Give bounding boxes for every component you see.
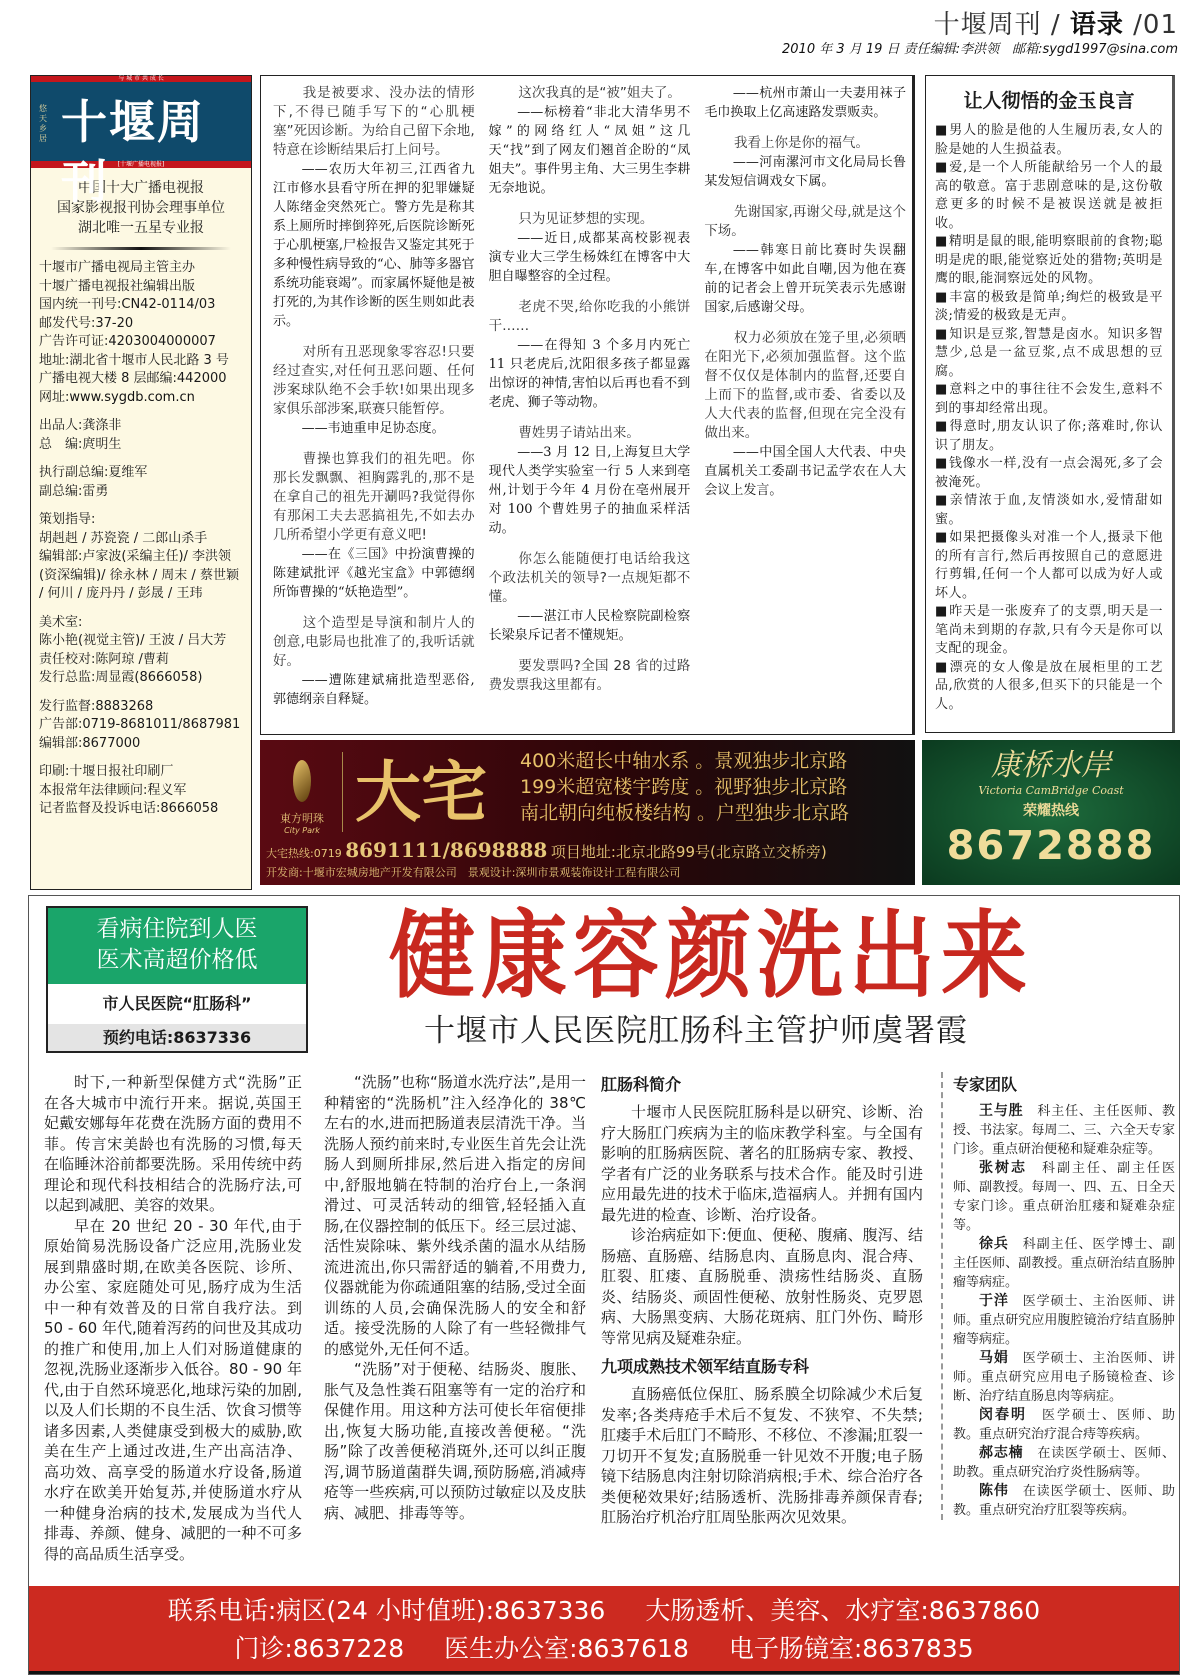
expert-desc: 医学硕士、医师、助教。重点研究治疗混合痔等疾病。 [953, 1408, 1175, 1442]
info-line: 邮发代号:37-20 [39, 315, 134, 331]
quote-source: ——韩寒日前比赛时失误翻车,在博客中如此自嘲,因为他在赛前的记者会上曾开玩笑表示先感谢国家,后感谢父母。 [704, 243, 906, 315]
contact-item: 门诊:8637228 [234, 1634, 405, 1663]
maxim-item: ■ 亲情浓于血,友情淡如水,爱情甜如蜜。 [935, 492, 1163, 529]
quote-text: 你怎么能随便打电话给我这个政法机关的领导?一点规矩都不懂。 [488, 551, 691, 605]
quote-text: 我看上你是你的福气。 [734, 135, 869, 151]
feature-byline: 十堰市人民医院肛肠科主管护师虞署霞 [424, 1013, 968, 1049]
masthead-name: 十堰周刊 [61, 95, 205, 209]
hospital-promo-box [46, 906, 308, 1053]
masthead-side-seal: 悠天乡居 [39, 104, 47, 143]
expert-desc: 医学硕士、主治医师、讲师。重点研究应用腹腔镜治疗结直肠肿瘤等病症。 [953, 1294, 1175, 1347]
expert-entry [953, 1235, 1175, 1292]
dazhai-ad[interactable] [260, 740, 915, 885]
masthead-tagline: 与 城 市 共 成 长 [118, 75, 164, 82]
maxim-item: ■ 昨天是一张废弃了的支票,明天是一笔尚未到期的存款,只有今天是你可以支配的现金。 [935, 603, 1163, 659]
slogan-line: 国家影视报刊协会理事单位 [57, 200, 225, 216]
ad-feature-lines [520, 748, 849, 826]
maxim-item: ■ 漂亮的女人像是放在展柜里的工艺品,欣赏的人很多,但买下的只能是一个人。 [935, 659, 1163, 715]
promo-dept: 市人民医院“肛肠科” [102, 994, 252, 1013]
expert-desc: 科主任、主任医师、教授、书法家。每周二、三、六全天专家门诊。重点研治便秘和疑难杂症等。 [953, 1104, 1175, 1157]
website-line [39, 389, 243, 408]
ad-kangqiao-phone: 8672888 [946, 823, 1156, 869]
article-paragraph: 早在 20 世纪 20 - 30 年代,由于原始简易洗肠设备广泛应用,洗肠业发展到鼎盛时期,在欧美各医院、诊所、办公室、家庭随处可见,肠疗成为生活中一种有效普及的日常自我疗法。到 50 - 60 年代,随着泻药的问世及其成功的推广和使用,加上人们对肠道健康的忽视,洗肠业逐渐步入低谷。80 - 90 年代,由于自然环境恶化,地球污染的加剧,以及人们长期的不良生活、饮食习惯等诸多因素,人类健康受到极大的威胁,欧美在生产上通过改进,生产出高洁净、高功效、高享受的肠道水疗设备,肠道水疗在欧美开始复苏,并使肠道水疗从一种健身治病的技术,发展成为当代人排毒、养颜、健身、减肥的一种不可多得的高品质生活享受。 [44, 1216, 302, 1563]
contact-item: 联系电话:病区(24 小时值班):8637336 [167, 1596, 606, 1625]
quote-source: ——杭州市萧山一夫妻用袜子毛巾换取上亿高速路发票贩卖。 [704, 86, 906, 120]
info-line: 执行副总编:夏维军 [39, 465, 148, 480]
expert-name: 闵春明 [979, 1407, 1027, 1423]
info-line: 总 编:庹明生 [39, 436, 122, 452]
intro-paragraph: 诊治病症如下:便血、便秘、腹痛、腹泻、结肠癌、直肠癌、结肠息肉、直肠息肉、混合痔、肛裂、肛瘘、直肠脱垂、溃疡性结肠炎、直肠炎、结肠炎、顽固性便秘、放射性肠炎、克罗恩病、大肠黑变病、大肠花斑病、肛门外伤、畸形等常见病及疑难杂症。 [601, 1226, 923, 1347]
ad-hotline [266, 838, 827, 866]
info-line: 国内统一刊号:CN42-0114/03 [39, 297, 216, 312]
info-line: 编辑部:卢家波(采编主任)/ 李洪领 (资深编辑)/ 徐永林 / 周末 / 蔡世颖 / 何川 / 庞丹丹 / 彭晟 / 王玮 [39, 549, 239, 601]
quote-source: ——湛江市人民检察院副检察长梁泉斥记者不懂规矩。 [488, 609, 691, 643]
article-column-2 [324, 1072, 586, 1523]
spacer [39, 501, 243, 511]
maxim-item: ■ 知识是豆浆,智慧是卤水。知识多智慧少,总是一盆豆浆,点不成思想的豆腐。 [935, 326, 1163, 382]
ad-feature-line: 400米超长中轴水系 。景观独步北京路 [520, 750, 848, 772]
expert-desc: 在读医学硕士、医师、助教。重点研究治疗炎性肠病等。 [953, 1446, 1175, 1480]
ad-kangqiao-name: 康桥水岸 [991, 748, 1111, 783]
quote-text: 先谢国家,再谢父母,就是这个下场。 [704, 204, 906, 239]
dateline: 2010 年 3 月 19 日 责任编辑:李洪领 邮箱:sygd1997@sina.com [782, 42, 1178, 57]
promo-phone: 预约电话:8637336 [48, 1024, 306, 1051]
info-line: 责任校对:陈阿琼 /曹莉 [39, 651, 169, 667]
maxim-item: ■ 钱像水一样,没有一点会渴死,多了会被淹死。 [935, 455, 1163, 492]
pearl-icon [293, 760, 311, 802]
intro-text [601, 1102, 923, 1348]
quote-text: 对所有丑恶现象零容忍!只要经过查实,对任何丑恶问题、任何涉案球队绝不会手软!如果出现多家俱乐部涉案,联赛只能暂停。 [273, 344, 475, 417]
contact-row [29, 1592, 1179, 1630]
info-line: 十堰市广播电视局主管主办 [39, 260, 196, 275]
contact-bar [29, 1586, 1179, 1674]
expert-name: 王与胜 [979, 1103, 1024, 1119]
info-line: 发行监督:8883268 [39, 698, 154, 714]
quote-text: 这个造型是导演和制片人的创意,电影局也批准了的,我听话就好。 [273, 615, 475, 669]
info-line: 发行总监:周显霞(8666058) [39, 670, 203, 685]
expert-name: 陈伟 [979, 1483, 1009, 1499]
promo-slogan [48, 908, 306, 984]
promo-line-1: 看病住院到人医 [96, 916, 258, 942]
quote-source: ——河南漯河市文化局局长鲁某发短信调戏女下属。 [704, 155, 906, 189]
info-line: 广告许可证:4203004000007 [39, 334, 216, 349]
ad-kangqiao-hotline-label: 荣耀热线 [1023, 803, 1079, 819]
project-address: 项目地址:北京北路99号(北京路立交桥旁) [550, 843, 827, 861]
expert-desc: 科副主任、医学博士、副主任医师、副教授。重点研治结直肠肿瘤等病症。 [953, 1237, 1175, 1290]
expert-entry [953, 1159, 1175, 1235]
quote-text: 曹姓男子请站出来。 [518, 425, 640, 441]
quote-text: 我是被要求、没办法的情形下,不得已随手写下的“心肌梗塞”死因诊断。为给自己留下余地,特意在诊断结果后打上问号。 [273, 85, 475, 158]
ad-feature-line: 南北朝向纯板楼结构 。户型独步北京路 [520, 802, 850, 824]
brand-name: 東方明珠 [280, 812, 324, 825]
spacer [39, 688, 243, 698]
info-line: 记者监督及投诉电话:8666058 [39, 801, 219, 816]
info-line: 广播电视大楼 8 层邮编:442000 [39, 371, 227, 386]
paper-name: 十堰周刊 [933, 10, 1042, 40]
info-line: 编辑部:8677000 [39, 735, 141, 751]
spacer [39, 407, 243, 417]
maxim-item: ■ 爱,是一个人所能献给另一个人的最高的敬意。富于悲剧意味的是,这份敬意更多的时候不是被误送就是被拒收。 [935, 159, 1163, 233]
expert-entry [953, 1349, 1175, 1406]
dept-intro-column [601, 1072, 923, 1528]
quote-source: ——近日,成都某高校影视表演专业大三学生杨姝红在博客中大胆自曝整容的全过程。 [488, 231, 691, 284]
maxim-item: ■ 如果把摄像头对准一个人,摄录下他的所有言行,然后再按照自己的意愿进行剪辑,任何一个人都可以成为好人或坏人。 [935, 529, 1163, 603]
ad-kangqiao-name-en: Victoria CamBridge Coast [978, 784, 1124, 797]
masthead-info-box [30, 75, 252, 890]
info-line: 副总编:雷勇 [39, 483, 109, 499]
quote-source: ——中国全国人大代表、中央直属机关工委副书记孟学农在人大会议上发言。 [704, 445, 906, 498]
contact-item: 大肠透析、美容、水疗室:8637860 [645, 1596, 1041, 1625]
quotes-box [260, 75, 915, 735]
expert-desc: 科副主任、副主任医师、副教授。每周一、四、五、日全天专家门诊。重点研治肛瘘和疑难杂症等。 [953, 1161, 1175, 1233]
expert-name: 于洋 [979, 1293, 1009, 1309]
hotline-label: 大宅热线:0719 [266, 847, 342, 860]
article-paragraph: “洗肠”对于便秘、结肠炎、腹胀、胀气及急性粪石阻塞等有一定的治疗和保健作用。用这种方法可使长年宿便排出,恢复大肠功能,直接改善便秘。“洗肠”除了改善便秘消斑外,还可以纠正腹泻,调节肠道菌群失调,预防肠癌,消减痔疮等一些疾病,可以预防过敏症以及皮肤病、减肥、排毒等等。 [324, 1360, 586, 1522]
maxim-item: ■ 男人的脸是他的人生履历表,女人的脸是她的人生损益表。 [935, 122, 1163, 159]
expert-desc: 在读医学硕士、医师、助教。重点研究治疗肛裂等疾病。 [953, 1484, 1175, 1518]
quote-text: 要发票吗?全国 28 省的过路费发票我这里都有。 [488, 658, 691, 693]
dongfang-mingzhu-logo [274, 760, 330, 835]
quotes-columns [273, 84, 906, 724]
quote-source: ——在《三国》中扮演曹操的陈建斌批评《越光宝盒》中郭德纲所饰曹操的“妖艳造型”。 [273, 547, 475, 600]
expert-entry [953, 1292, 1175, 1349]
team-heading: 专家团队 [953, 1075, 1018, 1094]
slogan-line: 中国十大广播电视报 [78, 180, 204, 196]
feature-headline: 健康容颜洗出来 [389, 900, 1033, 1012]
info-line: 地址:湖北省十堰市人民北路 3 号 [39, 352, 229, 368]
maxims-box [925, 75, 1175, 733]
expert-desc: 医学硕士、主治医师、讲师。重点研究应用电子肠镜检查、诊断、治疗结直肠息肉等病症。 [953, 1351, 1175, 1404]
info-line: 美术室: [39, 614, 83, 630]
expert-team-column [941, 1072, 1175, 1520]
ad-developer: 开发商:十堰市宏城房地产开发有限公司 景观设计:深圳市景观装饰设计工程有限公司 [266, 866, 681, 879]
intro-paragraph: 十堰市人民医院肛肠科是以研究、诊断、治疗大肠肛门疾病为主的临床教学科室。与全国有影响的肛肠病医院、著名的肛肠病专家、教授、学者有广泛的业务联系与技术合作。能及时引进应用最先进的技术于临床,造福病人。并拥有国内最先进的检查、诊断、治疗设备。 [601, 1103, 923, 1224]
hotline-number: 8691111/8698888 [345, 838, 548, 862]
article-paragraph: 时下,一种新型保健方式“洗肠”正在各大城市中流行开来。据说,英国王妃戴安娜每年花费在洗肠方面的费用不菲。传言宋美龄也有洗肠的习惯,每天在临睡沐浴前都要洗肠。采用传统中药理论和现代科技相结合的洗肠疗法,可以起到减肥、美容的效果。 [44, 1073, 302, 1214]
slogan-line: 湖北唯一五星专业报 [78, 220, 204, 236]
maxim-item: ■ 意料之中的事往往不会发生,意料不到的事却经常出现。 [935, 381, 1163, 418]
quote-source: ——农历大年初三,江西省九江市修水县看守所在押的犯罪嫌疑人陈绪金突然死亡。警方先是称其系上厕所时摔倒猝死,后医院诊断死于心肌梗塞,尸检报告又鉴定其死于多种慢性病导致的“心、肺等多器官系统功能衰竭”。而家属怀疑他是被打死的,为其作诊断的医生则如此表示。 [273, 162, 475, 329]
info-line: 胡赳赳 / 苏瓷瓷 / 二郎山杀手 [39, 530, 208, 546]
info-line: 陈小艳(视觉主管)/ 王波 / 吕大芳 [39, 633, 227, 648]
brand-name-en: City Park [284, 826, 320, 835]
page-number: /01 [1133, 10, 1178, 40]
quote-source: ——韦迪重申足协态度。 [301, 421, 445, 436]
page-header-title: 十堰周刊 / 语录 /01 [933, 10, 1178, 40]
quote-text: 只为见证梦想的实现。 [518, 211, 654, 227]
expert-name: 徐兵 [979, 1236, 1009, 1252]
quote-text: 曹操也算我们的祖先吧。你那长发飘飘、袒胸露乳的,那不是在拿自己的祖先开涮吗?我觉得你有那闲工夫去恶搞祖先,不如去办几所希望小学更有意义吧! [273, 451, 475, 543]
info-line: 出品人:龚涤非 [39, 418, 122, 433]
quote-text: 老虎不哭,给你吃我的小熊饼干…… [488, 299, 691, 334]
quote-source: ——标榜着“非北大清华男不嫁”的网络红人“凤姐”这几天“找”到了网友们翘首企盼的“凤姐夫”。事件男主角、大三男生李耕无奈地说。 [488, 105, 691, 196]
expert-entry [953, 1102, 1175, 1159]
ad-title: 大宅 [342, 752, 487, 832]
contact-item: 电子肠镜室:8637835 [728, 1634, 974, 1663]
ad-feature-line: 199米超宽楼宇跨度 。视野独步北京路 [520, 776, 848, 798]
expert-entry [953, 1444, 1175, 1482]
masthead-subtitle: [十堰广播电视报] [117, 161, 165, 168]
info-line: 广告部:0719-8681011/8687981 [39, 717, 241, 732]
section-name: 语录 [1069, 10, 1124, 40]
quote-text: 这次我真的是“被”姐夫了。 [518, 85, 681, 101]
maxim-item: ■ 丰富的极致是简单;绚烂的极致是平淡;情爱的极致是无声。 [935, 289, 1163, 326]
team-list [953, 1102, 1175, 1520]
staff-info [31, 259, 251, 819]
quote-source: ——在得知 3 个多月内死亡 11 只老虎后,沈阳很多孩子都显露出惊讶的神情,害怕以后再也看不到老虎、狮子等动物。 [488, 338, 691, 410]
tech-heading: 九项成熟技术领军结直肠专科 [601, 1357, 810, 1376]
expert-name: 马娟 [979, 1350, 1009, 1366]
maxims-title: 让人彻悟的金玉良言 [963, 90, 1135, 112]
info-line: 印刷:十堰日报社印刷厂 [39, 764, 174, 779]
maxim-item: ■ 精明是鼠的眼,能明察眼前的食物;聪明是虎的眼,能觉察近处的猎物;英明是鹰的眼,能洞察远处的风物。 [935, 233, 1163, 289]
maxims-list [935, 122, 1163, 714]
quote-text: 权力必须放在笼子里,必须晒在阳光下,必须加强监督。这个监督不仅仅是体制内的监督,还要自上而下的监督,或市委、省委以及人大代表的监督,但现在完全没有做出来。 [704, 330, 906, 441]
expert-entry [953, 1406, 1175, 1444]
kangqiao-ad[interactable] [922, 740, 1180, 885]
spacer [39, 753, 243, 763]
expert-name: 郝志楠 [979, 1445, 1024, 1461]
expert-entry [953, 1482, 1175, 1520]
info-line: 本报常年法律顾问:程义军 [39, 782, 187, 798]
website-link[interactable]: www.sygdb.com.cn [69, 389, 195, 405]
promo-line-2: 医术高超价格低 [96, 947, 258, 973]
quote-source: ——遭陈建斌痛批造型恶俗,郭德纲亲自释疑。 [273, 673, 475, 707]
spacer [39, 454, 243, 464]
contact-row [29, 1630, 1179, 1668]
info-line: 十堰广播电视报社编辑出版 [39, 278, 196, 294]
expert-name: 张树志 [979, 1160, 1027, 1176]
article-paragraph: “洗肠”也称“肠道水洗疗法”,是用一种精密的“洗肠机”注入经净化的 38℃左右的水,进而把肠道表层清洗干净。当洗肠人预约前来时,专业医生首先会让洗肠人到厕所排尿,然后进入指定的房间中,舒服地躺在特制的治疗台上,一条润滑过、可灵活转动的细管,轻轻插入直肠,在仪器控制的低压下。经三层过滤、活性炭除味、紫外线杀菌的温水从结肠流进流出,你只需舒适的躺着,不用费力,仪器就能为你疏通阻塞的结肠,受过全面训练的人员,会确保洗肠人的安全和舒适。接受洗肠的人除了有一些轻微排气的感觉外,无任何不适。 [324, 1073, 586, 1358]
quote-source: ——3 月 12 日,上海复旦大学现代人类学实验室一行 5 人来到亳州,计划于今年 4 月份在亳州展开对 100 个曹姓男子的抽血采样活动。 [488, 445, 691, 536]
article-column-1 [44, 1072, 302, 1564]
info-line: 策划指导: [39, 512, 96, 527]
spacer [39, 604, 243, 614]
hospital-feature [28, 895, 1180, 1675]
website-label: 网址: [39, 389, 70, 405]
contact-item: 医生办公室:8637618 [444, 1634, 689, 1663]
maxim-item: ■ 得意时,朋友认识了你;落难时,你认识了朋友。 [935, 418, 1163, 455]
intro-heading: 肛肠科简介 [601, 1075, 682, 1094]
divider [51, 247, 231, 250]
tech-text: 直肠癌低位保肛、肠系膜全切除减少术后复发率;各类痔疮手术后不复发、不狭窄、不失禁;肛瘘手术后肛门不畸形、不移位、不渗漏;肛裂一刀切开不复发;直肠脱垂一针见效不开腹;电子肠镜下结肠息肉注射切除消病根;手术、综合治疗各类便秘效果好;结肠透析、洗肠排毒养颜保青春;肛肠治疗机治疗肛周坠胀两次见效果。 [601, 1385, 923, 1526]
